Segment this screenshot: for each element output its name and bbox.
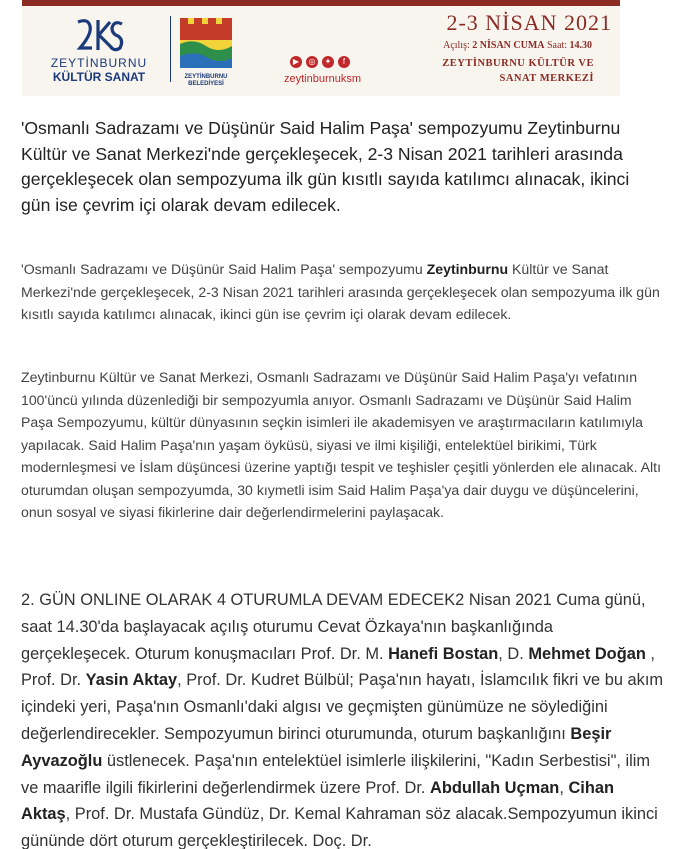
paragraph-text: , D. (498, 644, 529, 663)
youtube-icon[interactable]: ▶ (290, 56, 302, 68)
zks-logo-icon (74, 16, 124, 54)
speaker-name: Yasin Aktay (85, 671, 178, 690)
paragraph-text: 2. GÜN ONLINE OLARAK 4 OTURUMLA DEVAM EDECEK2 Nisan 2021 Cuma günü, saat 14.30'da başlayacak açılış oturumu Cevat Özkaya'nın başkanlığında gerçekleşecek. Oturum konuşmacıları Prof. Dr. M. (21, 591, 646, 663)
speaker-name: Beşir Ayvazoğlu (21, 724, 612, 770)
speaker-name: Abdullah Uçman (430, 778, 560, 797)
municipality-name-line-2: BELEDİYESİ (188, 81, 224, 87)
venue-line-2: SANAT MERKEZİ (499, 73, 594, 84)
opening-prefix: Açılış: (443, 40, 470, 51)
event-venue (422, 56, 594, 86)
event-banner (0, 0, 687, 96)
facebook-icon[interactable]: f (338, 56, 350, 68)
banner-top-stripe (22, 0, 620, 6)
banner-divider (170, 16, 171, 82)
speaker-name: Hanefi Bostan (388, 644, 499, 663)
municipality-name (174, 74, 238, 88)
banner-image (22, 0, 620, 96)
kultur-sanat-logo (36, 16, 162, 88)
article-paragraph-3 (21, 587, 666, 849)
paragraph-text: üstlenecek. Paşa'nın entelektüel isimlerle ilişkilerini, "Kadın Serbestisi", ilim ve maarifle ilgili fikirlerini değerlendirmek üzere Prof. Dr. (21, 751, 651, 797)
event-date: 2-3 NİSAN 2021 (446, 10, 612, 35)
opening-date: 2 NİSAN CUMA (472, 40, 545, 51)
opening-time: 14.30 (569, 40, 592, 51)
article-paragraph-1 (21, 258, 666, 326)
article-lead: 'Osmanlı Sadrazamı ve Düşünür Said Halim Paşa' sempozyumu Zeytinburnu Kültür ve Sanat Merkezi'nde gerçekleşecek, 2-3 Nisan 2021 tarihleri arasında gerçekleşecek olan sempozyuma ilk gün kısıtlı sayıda katılımcı alınacak, ikinci gün ise çevrim içi olarak devam edilecek. (21, 118, 630, 215)
paragraph-text: , Prof. Dr. Mustafa Gündüz, Dr. Kemal Kahraman söz alacak.Sempozyumun ikinci gününde dört oturum gerçekleştirilecek. Doç. Dr. (21, 805, 658, 849)
highlighted-term: Zeytinburnu (426, 261, 509, 277)
speaker-name: Mehmet Doğan (528, 644, 646, 663)
opening-time-label: Saat: (547, 40, 567, 51)
logo-line-2: KÜLTÜR SANAT (52, 70, 146, 84)
twitter-icon[interactable]: ✦ (322, 56, 334, 68)
instagram-icon[interactable]: ◎ (306, 56, 318, 68)
municipality-name-line-1: ZEYTİNBURNU (184, 74, 228, 80)
paragraph-text: Kültür ve Sanat Merkezi'nde gerçekleşecek, 2-3 Nisan 2021 tarihleri arasında gerçekleşecek olan sempozyuma ilk gün kısıtlı sayıda katılımcı alınacak, ikinci gün ise çevrim içi olarak devam edilecek. (21, 261, 660, 322)
social-handle: zeytinburnuksm (284, 73, 362, 85)
municipality-logo (174, 14, 238, 90)
speaker-name: Cihan Aktaş (21, 778, 614, 824)
castle-emblem-icon (174, 14, 238, 72)
paragraph-text: 'Osmanlı Sadrazamı ve Düşünür Said Halim Paşa' sempozyumu (21, 261, 427, 277)
social-icons (290, 56, 370, 70)
logo-line-1: ZEYTİNBURNU (50, 56, 148, 70)
venue-line-1: ZEYTİNBURNU KÜLTÜR VE (442, 58, 594, 69)
paragraph-text: , Prof. Dr. Kudret Bülbül; Paşa'nın hayatı, İslamcılık fikri ve bu akım içindeki yeri, Paşa'nın Osmanlı'daki algısı ve geçmişten günümüze ne söylediğini değerlendirecekler. Sempozyumun birinci oturumunda, oturum başkanlığını (21, 671, 664, 743)
opening-info (422, 40, 592, 51)
paragraph-text: , Prof. Dr. (21, 644, 655, 690)
paragraph-text: , (559, 778, 569, 797)
article-paragraph-2: Zeytinburnu Kültür ve Sanat Merkezi, Osmanlı Sadrazamı ve Düşünür Said Halim Paşa'yı vefatının 100'üncü yılında düzenlediği bir sempozyumla anıyor. Osmanlı Sadrazamı ve Düşünür Said Halim Paşa Sempozyumu, kültür dünyasının seçkin isimleri ile akademisyen ve araştırmacıların katılımıyla yapılacak. Said Halim Paşa'nın yaşam öyküsü, siyasi ve ilmi kişiliği, entelektüel birikimi, Türk modernleşmesi ve İslam düşüncesi üzerine yaptığı tespit ve teşhisler çeşitli yönlerden ele alınacak. Altı oturumdan oluşan sempozyumda, 30 kıymetli isim Said Halim Paşa'ya dair duygu ve düşüncelerini, onun sosyal ve siyasi fikirlerine dair değerlendirmelerini paylaşacak. (21, 369, 662, 520)
